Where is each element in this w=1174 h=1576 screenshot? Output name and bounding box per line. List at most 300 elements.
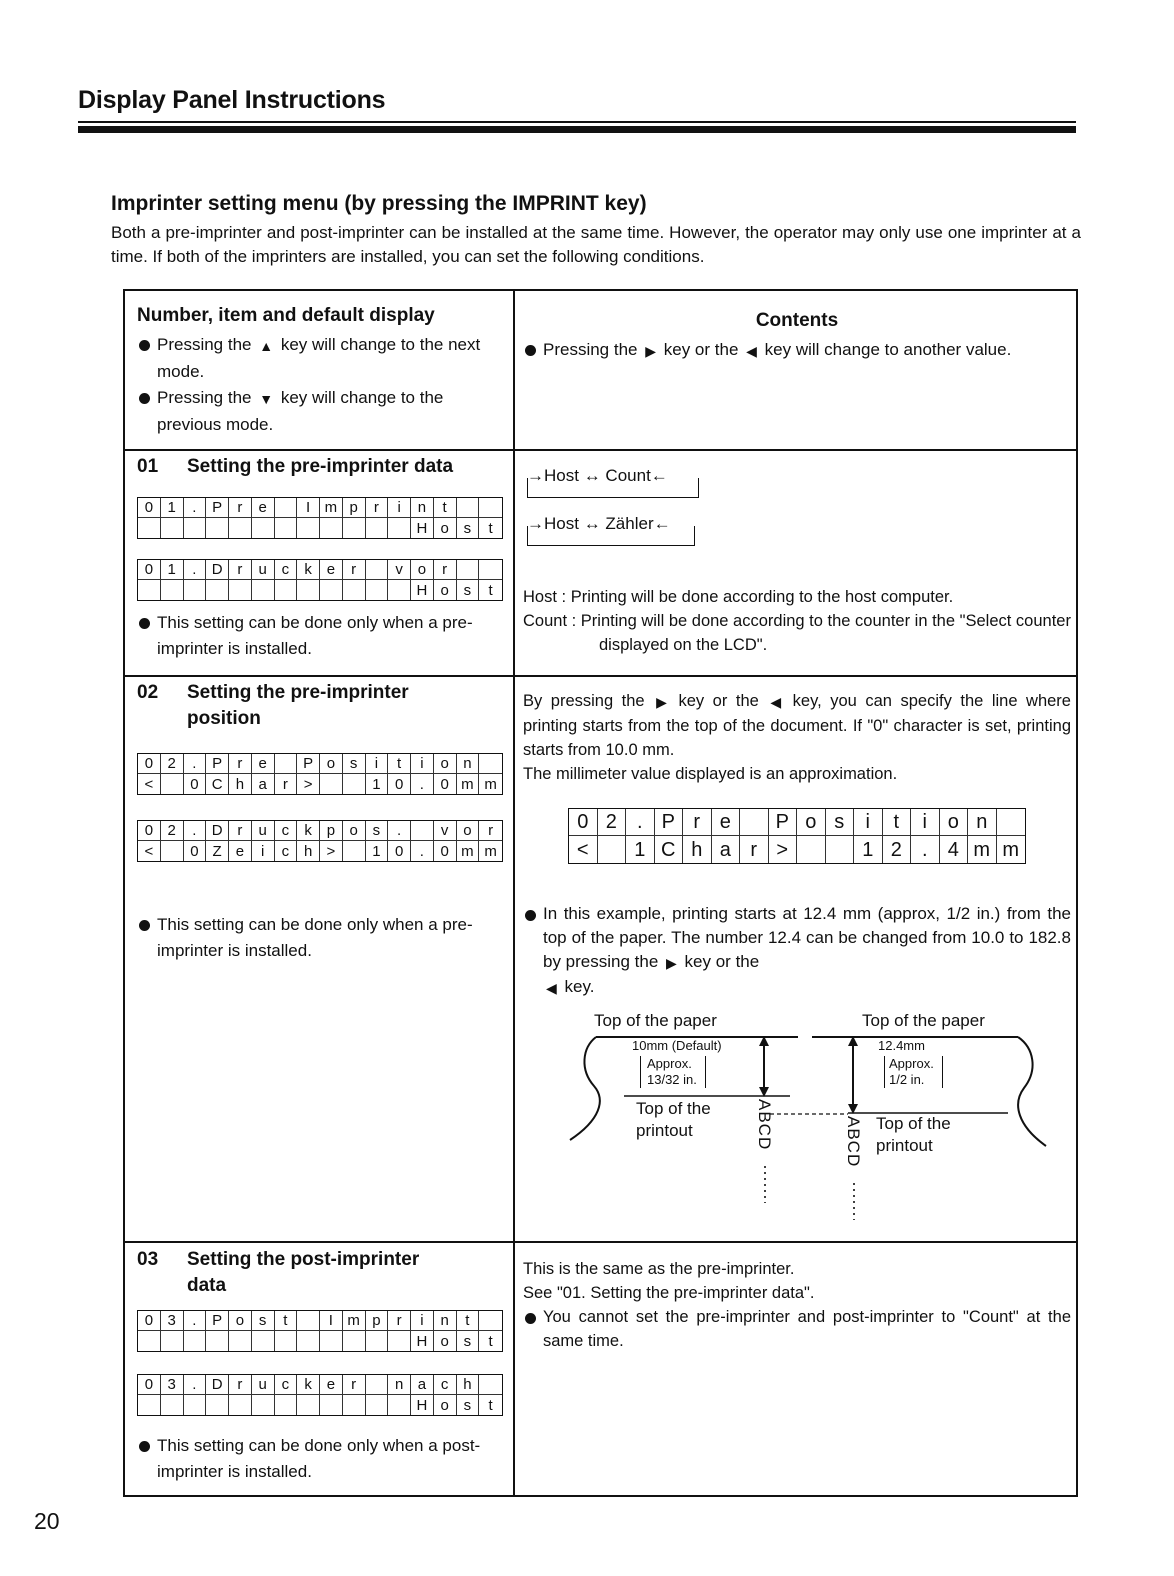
lcd-char-cell: < (569, 836, 598, 863)
lcd-char-cell: r (479, 821, 502, 841)
lcd-char-cell: p (343, 498, 366, 518)
lcd-char-cell (184, 1331, 207, 1351)
item-title: Setting the pre-imprinter data (187, 456, 454, 477)
item-number: 02 (137, 682, 159, 703)
lcd-char-cell: . (911, 836, 940, 863)
right-top-of-printout-label: Top of the printout (876, 1114, 951, 1155)
lcd-char-cell: u (252, 821, 275, 841)
lcd-char-cell: r (229, 1375, 252, 1395)
lcd-char-cell: I (320, 1311, 343, 1331)
lcd-char-cell: H (411, 518, 434, 538)
lcd-char-cell: s (457, 580, 480, 600)
lcd-char-cell (797, 836, 826, 863)
right-approx-bracket: Approx. 1/2 in. (884, 1056, 943, 1088)
lcd-char-cell (343, 1395, 366, 1415)
lcd-char-cell (184, 518, 207, 538)
right-header-title: Contents (755, 310, 839, 331)
lcd-display-english (137, 1310, 503, 1352)
lcd-char-cell: o (229, 1311, 252, 1331)
lcd-char-cell: > (769, 836, 798, 863)
left-approx-bracket: Approx. 13/32 in. (640, 1056, 706, 1088)
lcd-char-cell: 0 (184, 841, 207, 861)
lcd-char-cell: s (343, 754, 366, 774)
lcd-char-cell (343, 580, 366, 600)
lcd-char-cell: 1 (366, 841, 389, 861)
lcd-char-cell: t (488, 519, 493, 537)
section-title: Imprinter setting menu (by pressing the IMPRINT key) (111, 192, 647, 215)
lcd-char-cell (366, 1375, 389, 1395)
lcd-char-cell: 3 (161, 1311, 184, 1331)
lcd-char-cell (297, 1395, 320, 1415)
lcd-char-cell (366, 560, 389, 580)
lcd-char-cell: k (297, 821, 320, 841)
lcd-char-cell: . (184, 1375, 207, 1395)
lcd-char-cell: 1 (626, 836, 655, 863)
lcd-char-cell (184, 1395, 207, 1415)
right-sample-print: ABCD (844, 1116, 863, 1168)
lcd-char-cell: n (457, 754, 480, 774)
lcd-char-cell (297, 1331, 320, 1351)
lcd-char-cell: u (252, 1375, 275, 1395)
lcd-char-cell (388, 518, 411, 538)
lcd-char-cell: r (683, 809, 712, 836)
row-01-item (137, 454, 507, 480)
lcd-char-cell (366, 580, 389, 600)
lcd-char-cell: s (457, 1395, 480, 1415)
bullet-icon (525, 910, 536, 921)
lcd-char-cell: e (252, 754, 275, 774)
row-01-note (137, 610, 507, 661)
lcd-char-cell (161, 841, 184, 861)
left-arrow-key-icon: ◀ (746, 342, 757, 359)
bullet-icon (139, 618, 150, 629)
lcd-char-cell: D (206, 560, 229, 580)
lcd-char-cell (275, 1395, 298, 1415)
lcd-char-cell (479, 1311, 502, 1331)
lcd-char-cell: . (184, 1311, 207, 1331)
lcd-char-cell: . (626, 809, 655, 836)
lcd-char-cell: 0 (434, 841, 457, 861)
lcd-char-cell: r (229, 754, 252, 774)
lcd-char-cell: t (275, 1311, 298, 1331)
lcd-char-cell: P (769, 809, 798, 836)
lcd-char-cell (275, 754, 298, 774)
left-top-of-paper-label: Top of the paper (594, 1011, 717, 1030)
lcd-char-cell: m (457, 841, 480, 861)
lcd-char-cell (206, 580, 229, 600)
lcd-char-cell (275, 518, 298, 538)
lcd-char-cell: i (366, 754, 389, 774)
lcd-char-cell (229, 1331, 252, 1351)
lcd-char-cell: 4 (940, 836, 969, 863)
lcd-char-cell: v (388, 560, 411, 580)
lcd-char-cell: i (252, 841, 275, 861)
lcd-char-cell: C (655, 836, 684, 863)
lcd-char-cell: . (411, 841, 434, 861)
lcd-char-cell (138, 580, 161, 600)
lcd-char-cell: c (275, 1375, 298, 1395)
value-cycle-german: →Host ↔ Zähler← (527, 514, 671, 534)
lcd-char-cell: o (320, 754, 343, 774)
lcd-char-cell (252, 1331, 275, 1351)
lcd-char-cell: i (388, 498, 411, 518)
right-arrow-key-icon: ▶ (645, 342, 657, 359)
lcd-char-cell: h (229, 774, 252, 794)
lcd-display-german (137, 1374, 503, 1416)
lcd-char-cell: r (229, 821, 252, 841)
lcd-char-cell: r (229, 498, 252, 518)
lcd-display-german (137, 559, 503, 601)
lcd-char-cell (343, 841, 366, 861)
lcd-char-cell: H (411, 580, 434, 600)
row-03-description: This is the same as the pre-imprinter. See "01. Setting the pre-imprinter data". You cannot set the pre-imprinter and post-imprinter to "Count" at the same time. (523, 1257, 1071, 1353)
lcd-char-cell: m (1002, 838, 1020, 861)
lcd-char-cell: e (320, 560, 343, 580)
lcd-char-cell: o (434, 754, 457, 774)
right-column-header (523, 308, 1071, 364)
definition-count: Count : Printing will be done according to the counter in the "Select counter displayed on the LCD". (523, 612, 1071, 654)
lcd-char-cell: m (484, 775, 497, 793)
lcd-char-cell: t (883, 809, 912, 836)
lcd-char-cell (388, 1331, 411, 1351)
lcd-char-cell: I (297, 498, 320, 518)
lcd-char-cell (479, 1375, 502, 1395)
bullet-item: You cannot set the pre-imprinter and post-imprinter to "Count" at the same time. (523, 1305, 1071, 1353)
row-02-description: By pressing the ▶ key or the ◀ key, you can specify the line where printing starts from the top of the document. If "0" character is set, printing starts from 10.0 mm. The millimeter value displayed is an approximation. (523, 692, 1071, 783)
lcd-char-cell: 1 (161, 560, 184, 580)
lcd-char-cell: P (206, 1311, 229, 1331)
lcd-char-cell: P (297, 754, 320, 774)
bullet-icon (139, 340, 150, 351)
lcd-char-cell: 1 (161, 498, 184, 518)
lcd-char-cell (229, 580, 252, 600)
lcd-char-cell: s (457, 1331, 480, 1351)
lcd-display-english (137, 753, 503, 795)
lcd-char-cell: 0 (434, 774, 457, 794)
lcd-char-cell: m (320, 498, 343, 518)
lcd-char-cell: o (434, 518, 457, 538)
lcd-char-cell: r (434, 560, 457, 580)
lcd-char-cell: . (411, 774, 434, 794)
row-03-note (137, 1433, 507, 1484)
lcd-char-cell: n (968, 809, 997, 836)
lcd-char-cell: r (343, 1375, 366, 1395)
lcd-char-cell: t (488, 1396, 493, 1414)
item-heading (137, 680, 507, 731)
lcd-char-cell: o (940, 809, 969, 836)
lcd-char-cell (479, 754, 502, 774)
lcd-char-cell: n (434, 1311, 457, 1331)
lcd-char-cell: o (434, 1331, 457, 1351)
lcd-char-cell: D (206, 821, 229, 841)
lcd-char-cell: c (275, 821, 298, 841)
lcd-char-cell: t (457, 1311, 480, 1331)
item-number: 01 (137, 456, 159, 477)
lcd-char-cell (740, 809, 769, 836)
row-02-example-note (523, 902, 1071, 1000)
lcd-char-cell: P (206, 498, 229, 518)
lcd-char-cell (184, 580, 207, 600)
lcd-char-cell (297, 580, 320, 600)
lcd-char-cell (457, 498, 480, 518)
lcd-char-cell: p (320, 821, 343, 841)
bullet-item: Pressing the ▲ key will change to the next mode. (137, 332, 507, 385)
lcd-char-cell: a (712, 836, 741, 863)
right-top-of-paper-label: Top of the paper (862, 1011, 985, 1030)
bullet-item: This setting can be done only when a post-imprinter is installed. (137, 1433, 507, 1484)
lcd-display-german (137, 820, 503, 862)
row-divider (125, 675, 1076, 677)
lcd-char-cell (206, 1331, 229, 1351)
lcd-char-cell: c (275, 841, 298, 861)
print-position-diagram (560, 1008, 1060, 1228)
lcd-char-cell (320, 518, 343, 538)
lcd-char-cell (343, 774, 366, 794)
item-heading (137, 454, 507, 480)
lcd-char-cell: t (488, 581, 493, 599)
right-distance-label: 12.4mm (878, 1038, 925, 1053)
lcd-char-cell: h (297, 841, 320, 861)
lcd-char-cell: . (184, 821, 207, 841)
item-title: Setting the pre-imprinter position (187, 682, 409, 729)
lcd-char-cell: . (184, 498, 207, 518)
lcd-char-cell: t (434, 498, 457, 518)
left-arrow-key-icon: ◀ (770, 694, 782, 710)
lcd-char-cell (275, 580, 298, 600)
lcd-char-cell (161, 580, 184, 600)
left-column-header (137, 303, 507, 438)
lcd-char-cell: c (434, 1375, 457, 1395)
lcd-char-cell: o (411, 560, 434, 580)
lcd-char-cell: 0 (138, 1375, 161, 1395)
bullet-item: This setting can be done only when a pre-imprinter is installed. (137, 610, 507, 661)
value-cycle-english: →Host ↔ Count← (527, 466, 668, 486)
row-divider (125, 1241, 1076, 1243)
lcd-char-cell (206, 1395, 229, 1415)
lcd-char-cell: 0 (388, 774, 411, 794)
lcd-char-cell (206, 518, 229, 538)
lcd-char-cell (320, 1395, 343, 1415)
lcd-char-cell (320, 1331, 343, 1351)
lcd-char-cell: 0 (569, 809, 598, 836)
lcd-char-cell: o (797, 809, 826, 836)
lcd-char-cell (598, 836, 627, 863)
lcd-char-cell: a (252, 774, 275, 794)
section-intro: Both a pre-imprinter and post-imprinter can be installed at the same time. However, the operator may only use one imprinter at a time. If both of the imprinters are installed, you can set the following conditions. (111, 223, 1081, 266)
lcd-char-cell: i (411, 754, 434, 774)
lcd-char-cell (161, 774, 184, 794)
lcd-char-cell (320, 774, 343, 794)
lcd-char-cell (479, 560, 502, 580)
lcd-char-cell: 2 (598, 809, 627, 836)
lcd-char-cell (161, 1395, 184, 1415)
bullet-item: This setting can be done only when a pre-imprinter is installed. (137, 912, 507, 963)
lcd-char-cell (161, 518, 184, 538)
lcd-char-cell: p (366, 1311, 389, 1331)
lcd-char-cell: P (206, 754, 229, 774)
lcd-char-cell: Z (206, 841, 229, 861)
lcd-char-cell: 0 (138, 498, 161, 518)
page-number: 20 (34, 1508, 60, 1534)
lcd-char-cell (343, 518, 366, 538)
lcd-char-cell: 2 (161, 821, 184, 841)
lcd-char-cell: v (434, 821, 457, 841)
lcd-char-cell: 0 (138, 560, 161, 580)
lcd-char-cell: m (484, 842, 497, 860)
settings-table (123, 289, 1078, 1497)
lcd-char-cell: 2 (883, 836, 912, 863)
lcd-char-cell: . (388, 821, 411, 841)
lcd-char-cell (138, 1331, 161, 1351)
lcd-char-cell: r (740, 836, 769, 863)
bullet-item: Pressing the ▶ key or the ◀ key will change to another value. (523, 337, 1071, 365)
lcd-char-cell: o (434, 580, 457, 600)
left-header-title: Number, item and default display (137, 305, 435, 326)
lcd-char-cell: 3 (161, 1375, 184, 1395)
right-arrow-key-icon: ▶ (666, 955, 677, 971)
lcd-char-cell: a (411, 1375, 434, 1395)
lcd-char-cell: P (655, 809, 684, 836)
lcd-char-cell (297, 1311, 320, 1331)
lcd-char-cell: e (712, 809, 741, 836)
lcd-char-cell: o (343, 821, 366, 841)
lcd-display-example (568, 808, 1026, 864)
lcd-char-cell (366, 1331, 389, 1351)
lcd-char-cell (229, 1395, 252, 1415)
lcd-char-cell (161, 1331, 184, 1351)
lcd-char-cell: . (184, 560, 207, 580)
lcd-char-cell: > (320, 841, 343, 861)
header-rule-thick (78, 126, 1076, 133)
bullet-item: Pressing the ▼ key will change to the previous mode. (137, 385, 507, 438)
lcd-char-cell: s (366, 821, 389, 841)
right-arrow-key-icon: ▶ (656, 694, 667, 710)
lcd-char-cell (275, 1331, 298, 1351)
lcd-char-cell: 0 (184, 774, 207, 794)
lcd-char-cell (388, 1395, 411, 1415)
lcd-char-cell: 1 (854, 836, 883, 863)
lcd-char-cell: e (252, 498, 275, 518)
lcd-char-cell: i (854, 809, 883, 836)
lcd-display-english (137, 497, 503, 539)
lcd-char-cell (138, 1395, 161, 1415)
lcd-char-cell: i (411, 1311, 434, 1331)
lcd-char-cell: s (252, 1311, 275, 1331)
left-arrow-key-icon: ◀ (546, 980, 557, 996)
left-distance-label: 10mm (Default) (632, 1038, 722, 1053)
column-divider (513, 291, 515, 1495)
lcd-char-cell: r (275, 774, 298, 794)
lcd-char-cell: r (343, 560, 366, 580)
bullet-icon (139, 1441, 150, 1452)
left-top-of-printout-label: Top of the printout (636, 1099, 711, 1140)
lcd-char-cell: 0 (138, 821, 161, 841)
lcd-char-cell: e (320, 1375, 343, 1395)
lcd-char-cell (343, 1331, 366, 1351)
lcd-char-cell: i (911, 809, 940, 836)
row-02-item (137, 680, 507, 731)
lcd-char-cell: r (366, 498, 389, 518)
lcd-char-cell (252, 1395, 275, 1415)
definitions (523, 585, 1071, 657)
lcd-char-cell: u (252, 560, 275, 580)
lcd-char-cell (252, 518, 275, 538)
lcd-char-cell: H (411, 1331, 434, 1351)
bullet-icon (139, 393, 150, 404)
lcd-char-cell: m (968, 836, 997, 863)
row-divider (125, 449, 1076, 451)
lcd-char-cell: s (457, 518, 480, 538)
header-rule-thin (78, 121, 1076, 123)
item-title: Setting the post-imprinter data (187, 1249, 420, 1296)
lcd-char-cell: 1 (366, 774, 389, 794)
left-sample-print: ABCD (755, 1099, 774, 1151)
lcd-char-cell: > (297, 774, 320, 794)
lcd-char-cell: n (388, 1375, 411, 1395)
lcd-char-cell: t (488, 1332, 493, 1350)
lcd-char-cell: < (138, 841, 161, 861)
lcd-char-cell: r (388, 1311, 411, 1331)
lcd-char-cell: h (457, 1375, 480, 1395)
lcd-char-cell: 0 (388, 841, 411, 861)
lcd-char-cell: < (138, 774, 161, 794)
lcd-char-cell (997, 809, 1026, 836)
bullet-icon (525, 1313, 536, 1324)
lcd-char-cell: 2 (161, 754, 184, 774)
lcd-char-cell (388, 580, 411, 600)
lcd-char-cell: o (457, 821, 480, 841)
item-heading (137, 1247, 507, 1298)
lcd-char-cell: h (683, 836, 712, 863)
lcd-char-cell: 0 (138, 1311, 161, 1331)
lcd-char-cell (457, 560, 480, 580)
row-02-note (137, 912, 507, 963)
lcd-char-cell: m (457, 774, 480, 794)
lcd-char-cell: e (229, 841, 252, 861)
lcd-char-cell: D (206, 1375, 229, 1395)
lcd-char-cell (826, 836, 855, 863)
item-number: 03 (137, 1249, 159, 1270)
lcd-char-cell (275, 498, 298, 518)
lcd-char-cell: . (184, 754, 207, 774)
lcd-char-cell: o (434, 1395, 457, 1415)
lcd-char-cell: 0 (138, 754, 161, 774)
lcd-char-cell: r (229, 560, 252, 580)
lcd-char-cell (297, 518, 320, 538)
lcd-char-cell (479, 498, 502, 518)
lcd-char-cell (411, 821, 434, 841)
lcd-char-cell: m (343, 1311, 366, 1331)
lcd-char-cell: n (411, 498, 434, 518)
lcd-char-cell: k (297, 1375, 320, 1395)
lcd-char-cell (252, 580, 275, 600)
bullet-item: In this example, printing starts at 12.4 mm (approx, 1/2 in.) from the top of the paper. The number 12.4 can be changed from 10.0 to 182.8 by pressing the ▶ key or the ◀ key. (523, 902, 1071, 1000)
lcd-char-cell: s (826, 809, 855, 836)
up-arrow-key-icon: ▲ (259, 337, 274, 354)
lcd-char-cell (320, 580, 343, 600)
bullet-icon (525, 345, 536, 356)
lcd-char-cell: C (206, 774, 229, 794)
lcd-char-cell: k (297, 560, 320, 580)
lcd-char-cell: H (411, 1395, 434, 1415)
lcd-char-cell (229, 518, 252, 538)
lcd-char-cell (366, 518, 389, 538)
lcd-char-cell: c (275, 560, 298, 580)
lcd-char-cell (138, 518, 161, 538)
lcd-char-cell (366, 1395, 389, 1415)
bullet-icon (139, 920, 150, 931)
definition-host: Host : Printing will be done according to the host computer. (523, 588, 954, 606)
